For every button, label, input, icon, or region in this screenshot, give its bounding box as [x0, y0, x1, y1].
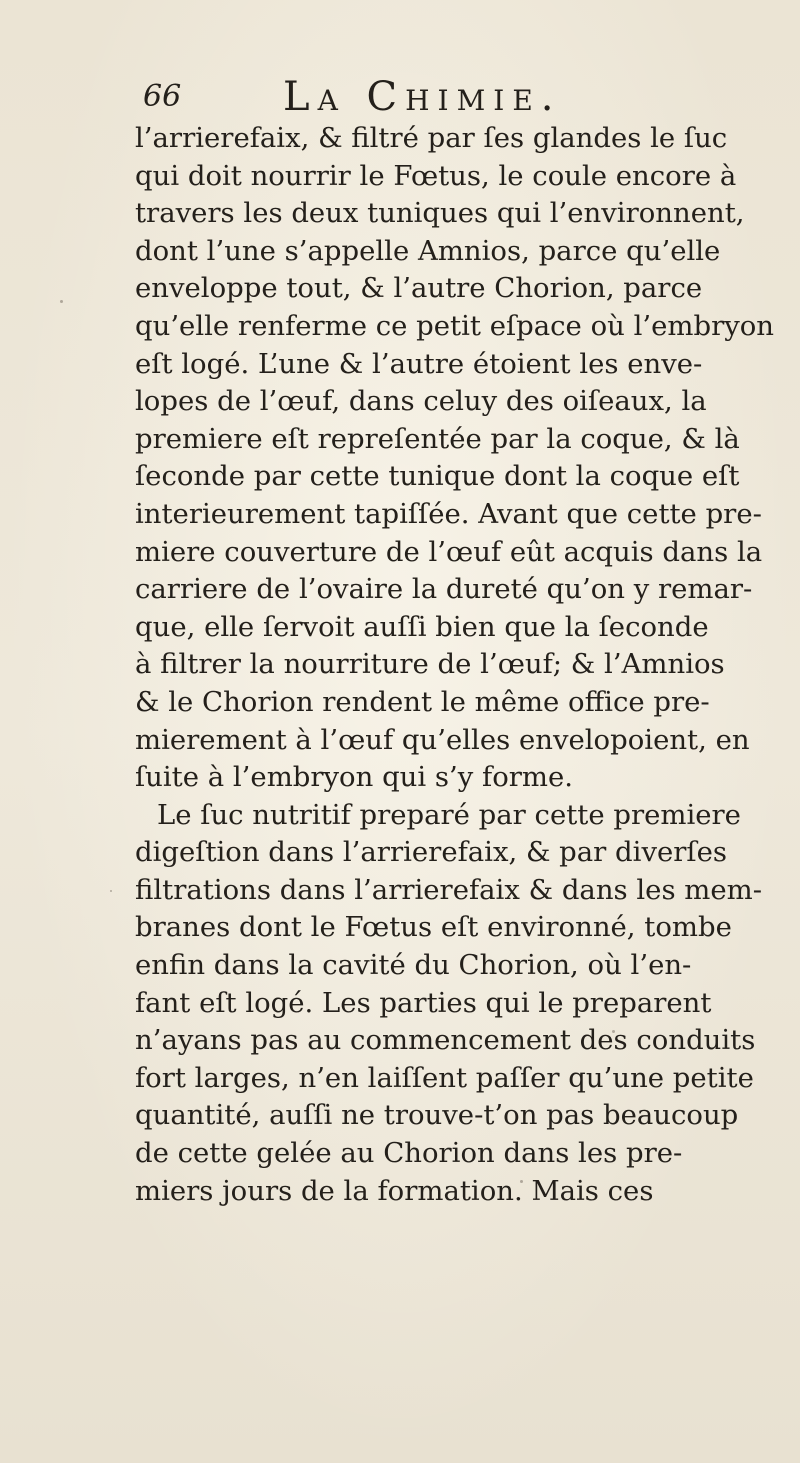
text-line: fant eſt logé. Les parties qui le preparent [135, 986, 712, 1019]
text-line: eſt logé. L’une & l’autre étoient les enve- [135, 347, 703, 380]
text-line: à filtrer la nourriture de l’œuf; & l’Amnios [135, 648, 725, 681]
text-line: fort larges, n’en laiſſent paſſer qu’une petite [135, 1061, 754, 1094]
text-line: de cette gelée au Chorion dans les pre- [135, 1137, 683, 1170]
text-line: mierement à l’œuf qu’elles envelopoient, en [135, 723, 750, 756]
text-line: n’ayans pas au commencement des conduits [135, 1024, 756, 1057]
text-line: digeſtion dans l’arrierefaix, & par diverſes [135, 836, 727, 869]
paper-speck [110, 890, 112, 892]
text-line: ſeconde par cette tunique dont la coque eſt [135, 460, 740, 493]
text-line: branes dont le Fœtus eſt environné, tombe [135, 911, 732, 944]
text-line: travers les deux tuniques qui l’environnent, [135, 197, 745, 230]
paper-speck [60, 300, 63, 303]
text-line: enveloppe tout, & l’autre Chorion, parce [135, 272, 703, 305]
text-line: & le Chorion rendent le même office pre- [135, 685, 710, 718]
text-line: qui doit nourrir le Fœtus, le coule encore à [135, 159, 737, 192]
page-number: 66 [143, 79, 182, 114]
text-line: interieurement tapiſſée. Avant que cette pre- [135, 497, 762, 530]
paper-speck [520, 1180, 523, 1183]
text-line: que, elle ſervoit auſſi bien que la ſeconde [135, 610, 709, 643]
text-line: filtrations dans l’arrierefaix & dans les mem- [135, 873, 763, 906]
paragraph-start-line: Le ſuc nutritif preparé par cette premiere [157, 798, 741, 831]
text-line: enfin dans la cavité du Chorion, où l’en- [135, 949, 692, 982]
text-line: miere couverture de l’œuf eût acquis dans la [135, 535, 763, 568]
paper-speck [612, 1030, 615, 1033]
page-header [143, 72, 663, 122]
text-line: quantité, auſſi ne trouve-t’on pas beaucoup [135, 1099, 739, 1132]
text-line: l’arrierefaix, & filtré par ſes glandes le ſuc [135, 122, 728, 154]
text-line: ſuite à l’embryon qui s’y forme. [135, 761, 574, 794]
running-title: La Chimie. [283, 74, 562, 120]
text-line: premiere eſt repreſentée par la coque, & là [135, 422, 740, 455]
text-line: miers jours de la formation. Mais ces [135, 1174, 654, 1207]
text-line: dont l’une s’appelle Amnios, parce qu’elle [135, 234, 721, 267]
text-line: qu’elle renferme ce petit eſpace où l’embryon [135, 309, 775, 342]
text-line: carriere de l’ovaire la dureté qu’on y remar- [135, 573, 753, 606]
text-line: lopes de l’œuf, dans celuy des oiſeaux, la [135, 385, 707, 418]
body-text [135, 120, 785, 1210]
